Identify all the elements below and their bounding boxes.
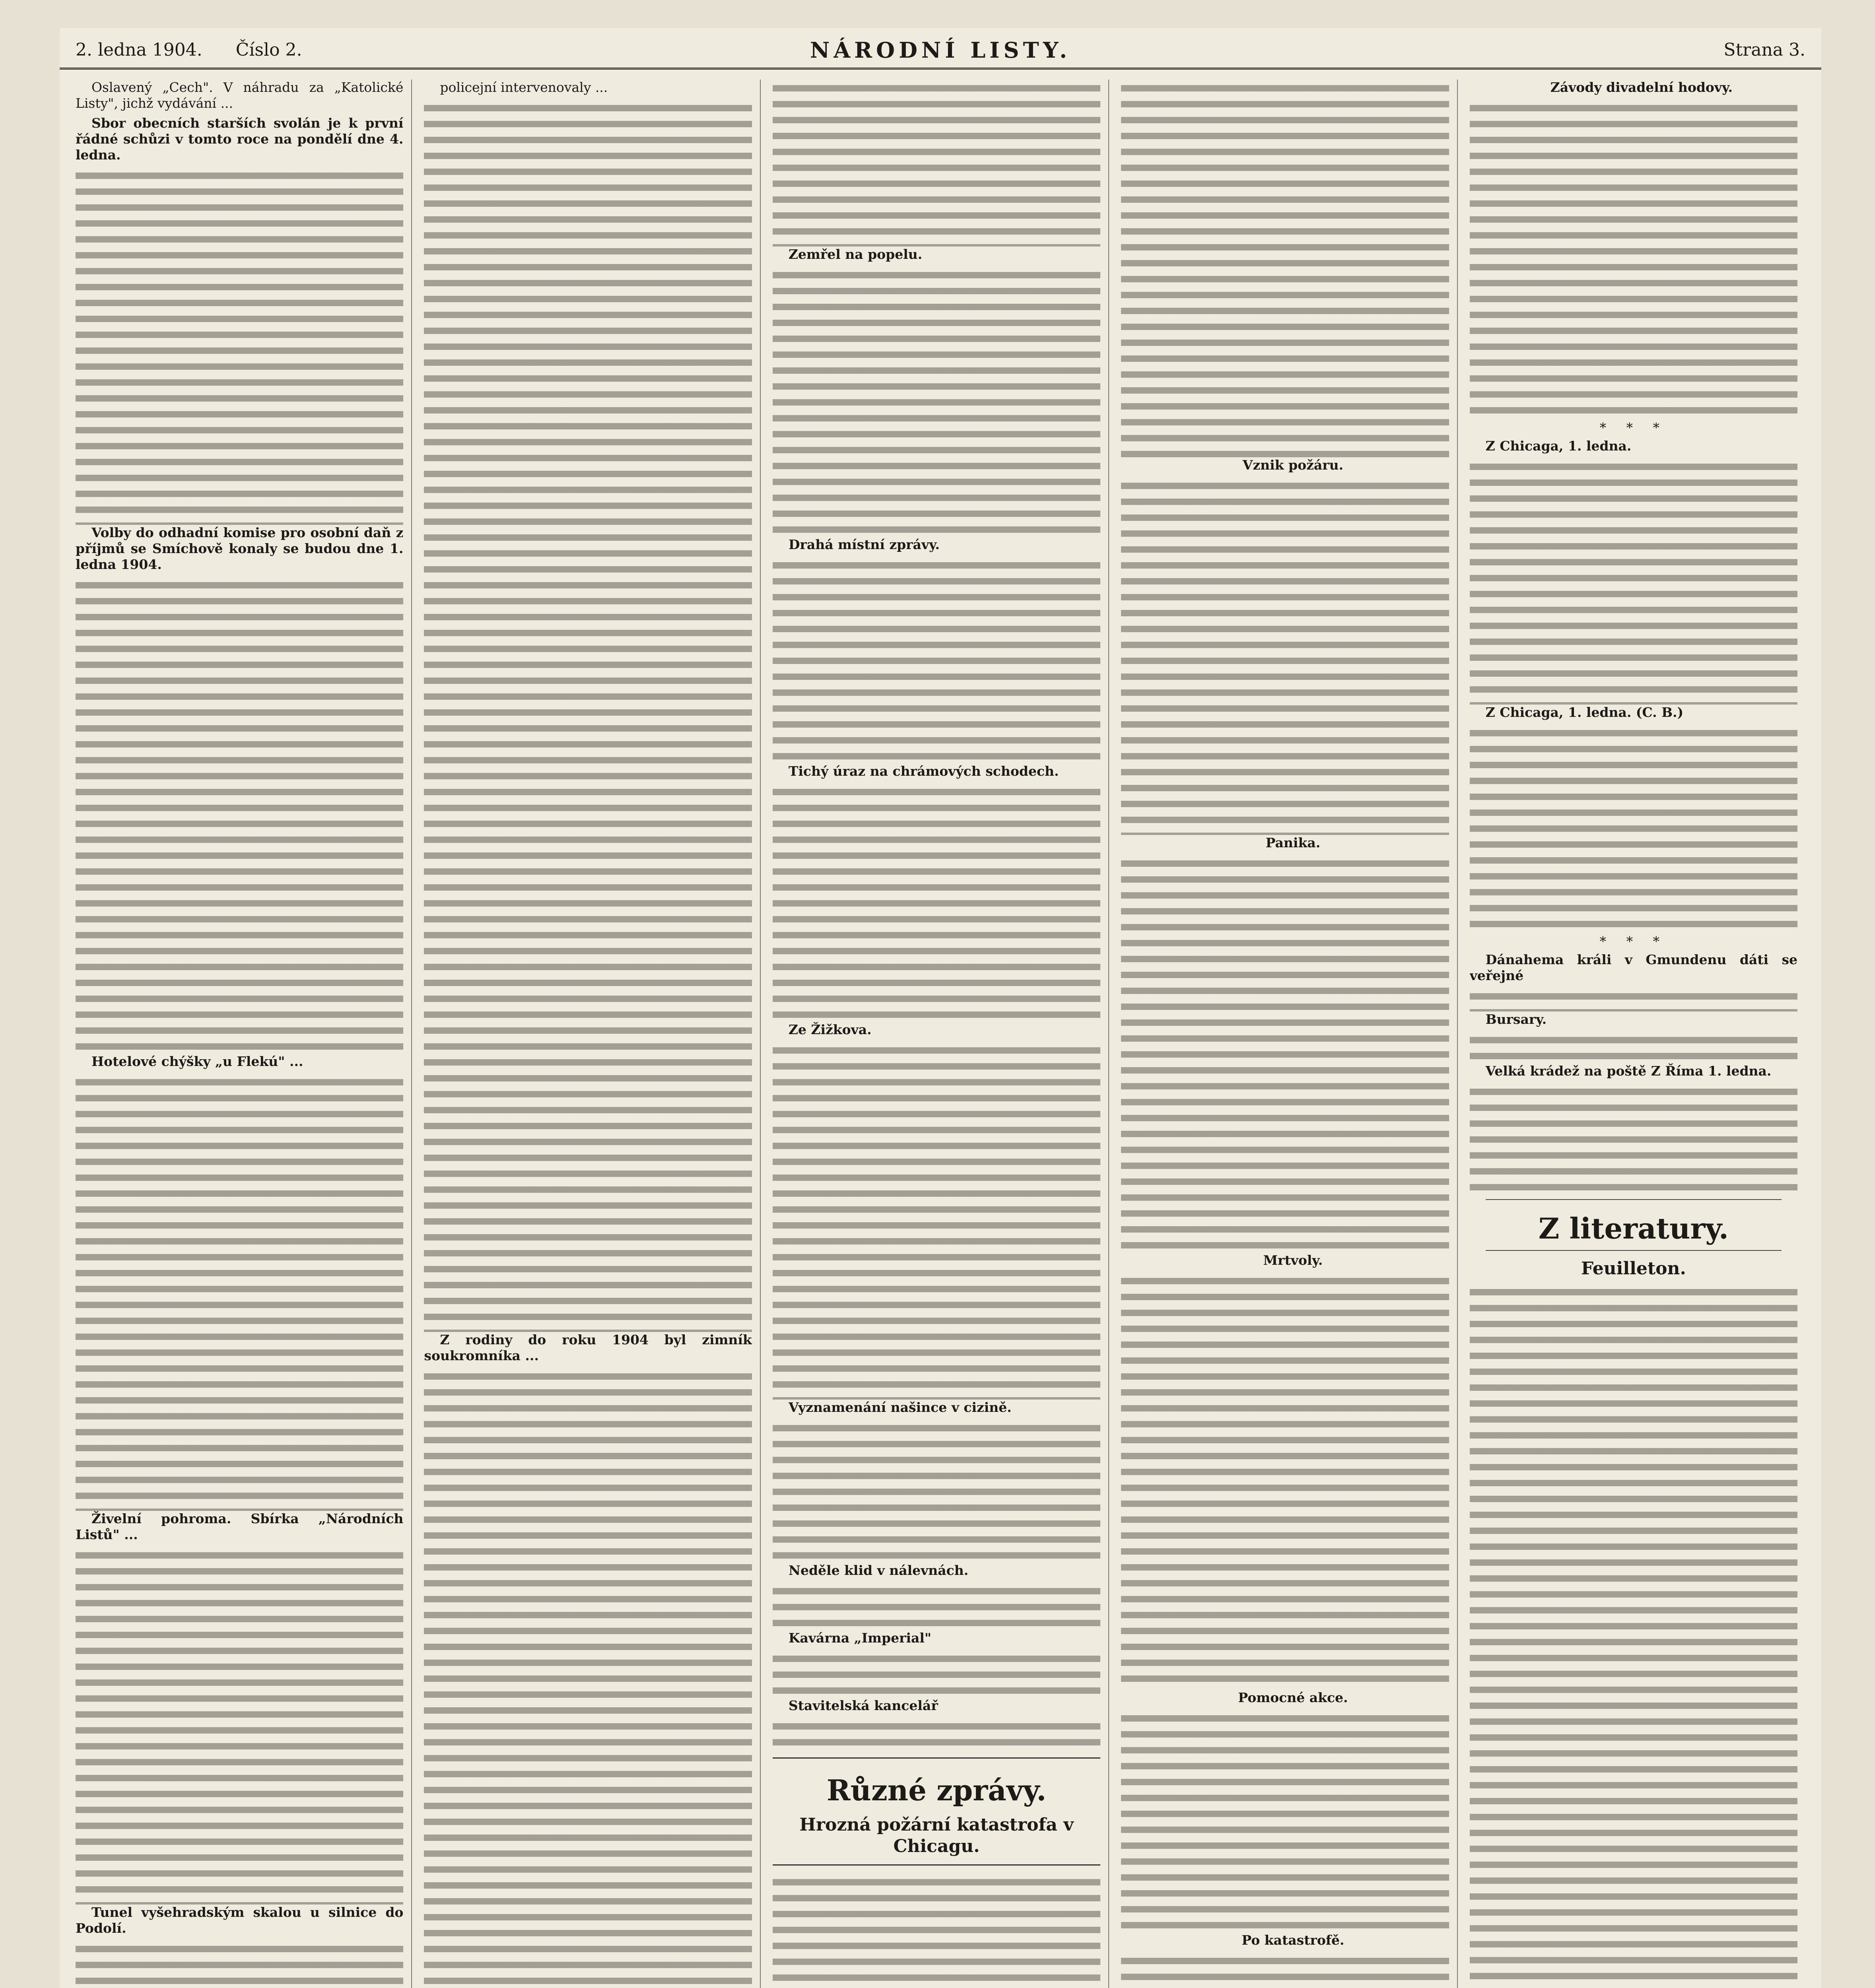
text-block: [1470, 1031, 1797, 1063]
separator-stars: * * *: [1599, 934, 1668, 949]
text-block: [1470, 99, 1797, 417]
newspaper-title: NÁRODNÍ LISTY.: [810, 37, 1071, 63]
article-item: Volby do odhadní komise pro osobní daň z příjmů se Smíchově konaly se budou dne 1. ledna 1904.: [76, 525, 404, 572]
section-header-box: [773, 1757, 1100, 1866]
article-item: Z Chicaga, 1. ledna.: [1485, 438, 1632, 454]
text-block: [773, 1419, 1100, 1563]
text-block: [1121, 1952, 1449, 1988]
column-2: [424, 80, 760, 1988]
text-block: [1470, 1283, 1797, 1988]
separator-stars: * * *: [1599, 420, 1668, 435]
text-block: [1470, 724, 1797, 931]
column-5: [1470, 80, 1805, 1988]
divider: [1486, 1250, 1782, 1251]
article-item: Ze Žižkova.: [788, 1022, 872, 1037]
text-block: [76, 167, 403, 525]
article-item: Velká krádež na poště Z Říma 1. ledna.: [1485, 1063, 1772, 1079]
text-block: [773, 1042, 1100, 1400]
text-block: [424, 1368, 752, 1988]
article-item: Zemřel na popelu.: [788, 247, 923, 262]
text-block: [773, 1650, 1100, 1698]
subhead: Po katastrofě.: [1242, 1932, 1345, 1948]
column-1: [76, 80, 412, 1988]
subhead: Pomocné akce.: [1238, 1690, 1348, 1705]
text-block: [773, 1582, 1100, 1630]
article-item: Sbor obecních starších svolán je k první řádné schůzi v tomto roce na pondělí dne 4. ledna.: [76, 115, 404, 163]
date-text: 2. ledna 1904.: [76, 40, 202, 60]
article-item: Živelní pohroma. Sbírka „Národních Listů" ...: [76, 1511, 404, 1542]
text-block: [1470, 458, 1797, 705]
article-item: Tunel vyšehradským skalou u silnice do Podolí.: [76, 1905, 404, 1936]
section-title: Různé zprávy.: [826, 1773, 1047, 1807]
text-block: [773, 266, 1100, 537]
article-item: Dánahema králi v Gmundenu dáti se veřejné: [1469, 952, 1798, 983]
text-block: [773, 1873, 1100, 1988]
text-block: [1121, 1710, 1449, 1932]
article-item: Bursary.: [1485, 1011, 1547, 1027]
text-block: [424, 99, 752, 1332]
article-item: Vyznamenání našince v cizině.: [788, 1400, 1012, 1415]
article-item: Neděle klid v nálevnách.: [788, 1563, 969, 1578]
masthead: [60, 36, 1821, 70]
article-item: Z rodiny do roku 1904 byl zimník soukromníka ...: [424, 1332, 752, 1363]
divider: [1486, 1199, 1782, 1200]
subhead: Závody divadelní hodovy.: [1550, 80, 1733, 95]
text-block: [1121, 1272, 1449, 1690]
subhead: Vznik požáru.: [1242, 457, 1344, 473]
article-item: Hotelové chýšky „u Flekú" ...: [91, 1054, 303, 1069]
article-item: Tichý úraz na chrámových schodech.: [788, 763, 1059, 779]
section-subtitle: Hrozná požární katastrofa v Chicagu.: [799, 1815, 1074, 1856]
columns-container: [76, 80, 1805, 1988]
text-block: [76, 1940, 403, 1988]
article-item: Z Chicaga, 1. ledna. (C. B.): [1485, 705, 1684, 720]
text-block: [76, 1074, 403, 1511]
text-block: [1470, 988, 1797, 1011]
column-4: [1121, 80, 1457, 1988]
text-block: [773, 557, 1100, 763]
text-block: [1121, 80, 1449, 457]
text-block: [76, 577, 403, 1054]
article-lead: Oslavený „Cech". V náhradu za „Katolické Listy", jichž vydávání ...: [76, 80, 404, 111]
issue-number: Číslo 2.: [235, 40, 302, 60]
article-item: Stavitelská kancelář: [788, 1698, 938, 1713]
text-block: [773, 80, 1100, 247]
text-block: [773, 783, 1100, 1022]
subhead: Panika.: [1265, 835, 1321, 850]
text-block: [1470, 1083, 1797, 1194]
article-item: policejní intervenovaly ...: [440, 80, 608, 95]
text-block: [76, 1547, 403, 1905]
text-block: [1121, 855, 1449, 1252]
article-item: Kavárna „Imperial": [788, 1630, 932, 1646]
section-title: Z literatury.: [1538, 1211, 1729, 1245]
article-item: Drahá místní zprávy.: [788, 537, 940, 552]
subhead: Mrtvoly.: [1263, 1252, 1323, 1268]
text-block: [1121, 477, 1449, 835]
text-block: [773, 1718, 1100, 1749]
page-number: Strana 3.: [1723, 40, 1805, 60]
newspaper-page: [60, 28, 1821, 1988]
column-3: [773, 80, 1109, 1988]
section-subtitle: Feuilleton.: [1581, 1258, 1686, 1279]
